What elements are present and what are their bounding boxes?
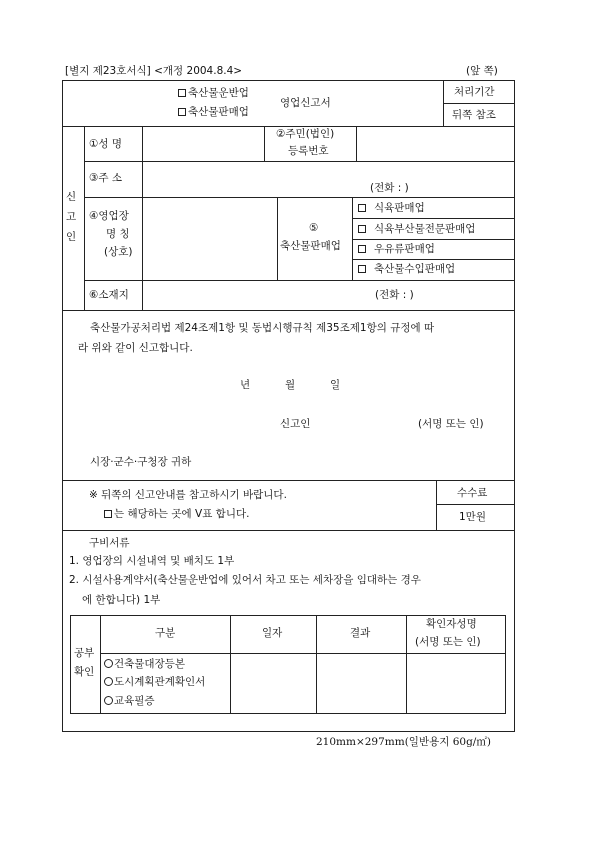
address-field[interactable] [143,162,514,196]
rrn-label-2: 등록번호 [288,145,329,157]
verification-side-label-2: 확인 [74,666,95,678]
sales-type-option: 축산물수입판매업 [374,263,456,275]
date-day: 일 [330,379,341,391]
col-signer-2: (서명 또는 인) [415,636,481,648]
col-date: 일자 [262,627,283,639]
sales-type-option: 식육판매업 [374,202,425,214]
radio-circle-icon[interactable] [104,696,113,705]
checkbox[interactable] [178,108,186,116]
document-item-1: 1. 영업장의 시설내역 및 배치도 1부 [69,555,235,567]
paper-size: 210mm×297mm(일반용지 60g/㎡) [316,736,491,748]
sales-type-option: 식육부산물전문판매업 [374,223,476,235]
notice-line-2: 는 해당하는 곳에 V표 합니다. [104,509,249,520]
fee-value: 1만원 [459,511,486,523]
form-title: 영업신고서 [280,97,331,109]
checkbox[interactable] [178,89,186,97]
date-month: 월 [285,379,296,391]
date-year: 년 [240,379,251,391]
checkbox-import-sales[interactable] [358,265,366,273]
verification-side-label-1: 공부 [74,647,95,659]
option-transport[interactable]: 축산물운반업 [178,88,249,99]
applicant-side-label-1: 신 [66,191,77,203]
page-side: (앞 쪽) [466,65,498,77]
sales-type-option: 우유류판매업 [374,243,435,255]
documents-heading: 구비서류 [89,537,130,549]
declaration-text-1: 축산물가공처리법 제24조제1항 및 동법시행규칙 제35조제1항의 규정에 따 [90,322,435,334]
address-label: ③주 소 [89,172,123,184]
col-signer: 확인자성명 [426,618,477,630]
col-result: 결과 [350,627,371,639]
applicant-side-label-2: 고 [66,211,77,223]
rrn-label: ②주민(법인) [276,128,335,140]
document-item-2-cont: 에 한합니다) 1부 [82,594,161,606]
option-sales[interactable]: 축산물판매업 [178,107,249,118]
applicant-signature-label: 신고인 [280,418,311,430]
checkbox-meat-sales[interactable] [358,204,366,212]
radio-circle-icon[interactable] [104,659,113,668]
col-category: 구분 [155,627,176,639]
checkbox-byproduct-sales[interactable] [358,225,366,233]
checkbox-milk-sales[interactable] [358,245,366,253]
sales-type-label: 축산물판매업 [280,240,341,252]
addressee: 시장·군수·구청장 귀하 [90,456,192,468]
verification-item[interactable]: 건축물대장등본 [104,659,185,670]
location-field[interactable] [143,281,514,309]
location-label: ⑥소재지 [89,289,129,301]
biz-name-label-2: 명 칭 [106,228,130,240]
name-label: ①성 명 [89,138,123,150]
declaration-text-2: 라 위와 같이 신고합니다. [78,342,193,354]
processing-period-label: 처리기간 [454,86,495,98]
document-item-2: 2. 시설사용계약서(축산물운반업에 있어서 차고 또는 세차장을 임대하는 경우 [69,574,421,586]
signature-hint: (서명 또는 인) [418,418,484,430]
sales-type-number: ⑤ [309,222,319,234]
fee-label: 수수료 [457,487,488,499]
biz-name-label-3: (상호) [104,246,133,258]
rrn-field[interactable] [357,127,514,161]
biz-name-field[interactable] [143,198,276,279]
notice-line-1: ※ 뒤쪽의 신고안내를 참고하시기 바랍니다. [89,489,287,501]
location-phone: (전화 : ) [375,289,414,301]
address-phone: (전화 : ) [370,182,409,194]
applicant-side-label-3: 인 [66,231,77,243]
form-number: [별지 제23호서식] <개정 2004.8.4> [65,65,243,77]
processing-period-value: 뒤쪽 참조 [452,109,496,121]
verification-item[interactable]: 교육필증 [104,696,155,707]
name-field[interactable] [143,127,263,161]
biz-name-label-1: ④영업장 [89,210,129,222]
radio-circle-icon[interactable] [104,677,113,686]
verification-item[interactable]: 도시계획관계확인서 [104,677,205,688]
checkbox-icon [104,510,112,518]
